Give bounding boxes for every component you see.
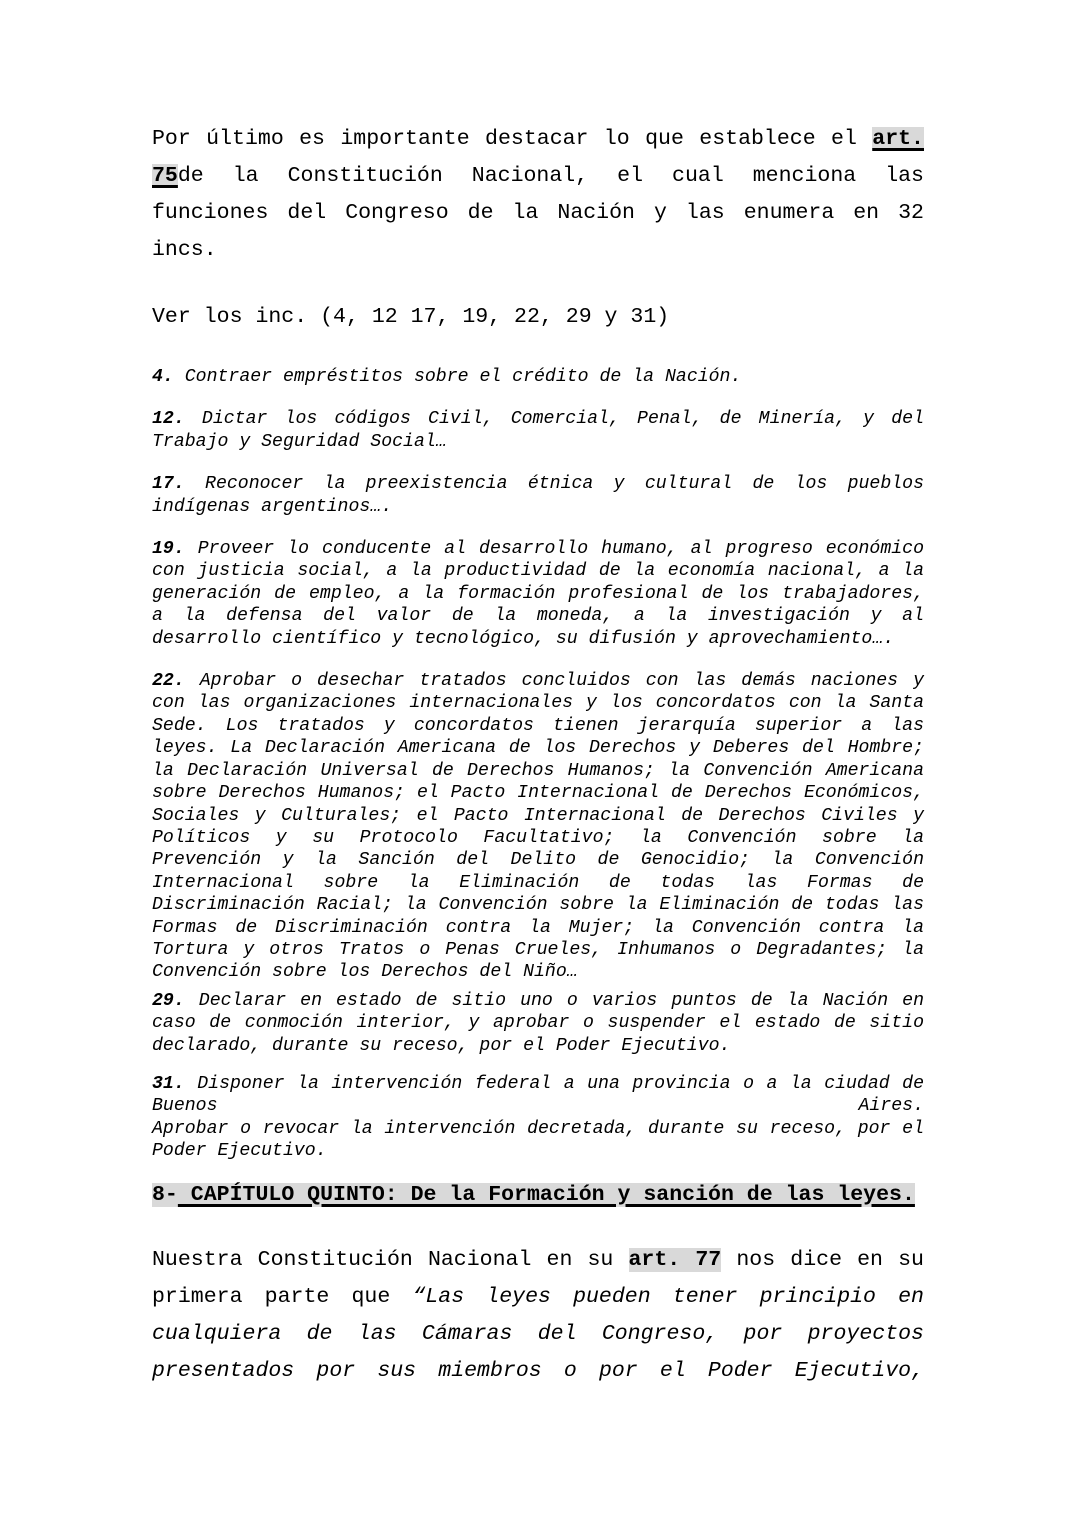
inciso-17-number: 17.: [152, 474, 185, 495]
paragraph-closing: [152, 1242, 924, 1390]
inciso-19: [152, 538, 924, 650]
inciso-31-number: 31.: [152, 1073, 185, 1094]
inciso-12: [152, 408, 924, 453]
paragraph-ver-incisos: Ver los inc. (4, 12 17, 19, 22, 29 y 31): [152, 305, 670, 329]
inciso-4: [152, 366, 924, 388]
inciso-22-number: 22.: [152, 671, 185, 692]
inciso-31-continuation: Aprobar o revocar la intervención decretada, durante su receso, por el Poder Ejecutivo.: [152, 1118, 924, 1162]
closing-quote: “Las leyes pueden tener principio en cualquiera de las Cámaras del Congreso, por proyectos presentados por sus miembros o por el Poder Ejecutivo,: [152, 1284, 924, 1383]
inciso-22-text: Aprobar o desechar tratados concluidos con las demás naciones y con las organizaciones internacionales y los concordatos con la Santa Sede. Los tratados y concordatos tienen jerarquía superior a las leyes. La Declaración Americana de los Derechos y Deberes del Hombre; la Declaración Universal de Derechos Humanos; la Convención Americana sobre Derechos Humanos; el Pacto Internacional de Derechos Económicos, Sociales y Culturales; el Pacto Internacional de Derechos Civiles y Políticos y su Protocolo Facultativo; la Convención sobre la Prevención y la Sanción del Delito de Genocidio; la Convención Internacional sobre la Eliminación de todas las Formas de Discriminación Racial; la Convención sobre la Eliminación de todas las Formas de Discriminación contra la Mujer; la Convención contra la Tortura y otros Tratos o Penas Crueles, Inhumanos o Degradantes; la Convención sobre los Derechos del Niño…: [152, 671, 924, 983]
inciso-17-text: Reconocer la preexistencia étnica y cultural de los pueblos indígenas argentinos….: [152, 474, 924, 517]
inciso-17: [152, 473, 924, 518]
chapter-heading: [152, 1177, 924, 1214]
inciso-19-text: Proveer lo conducente al desarrollo humano, al progreso económico con justicia social, a la productividad de la economía nacional, a la generación de empleo, a la formación profesional de los trabajadores, a la defensa del valor de la moneda, a la investigación y al desarrollo científico y tecnológico, su difusión y aprovechamiento….: [152, 539, 924, 649]
highlight-art-75: art. 75: [152, 127, 924, 188]
inciso-31-text: Disponer la intervención federal a una provincia o a la ciudad de Buenos Aires.: [152, 1073, 924, 1117]
paragraph-intro: [152, 121, 924, 269]
chapter-heading-title: CAPÍTULO QUINTO: De la Formación y sanción de las leyes.: [177, 1182, 915, 1207]
inciso-29-text: Declarar en estado de sitio uno o varios puntos de la Nación en caso de conmoción interior, y aprobar o suspender el estado de sitio declarado, durante su receso, por el Poder Ejecutivo.: [152, 990, 924, 1056]
inciso-19-number: 19.: [152, 539, 185, 560]
inciso-29: [152, 990, 924, 1057]
inciso-12-text: Dictar los códigos Civil, Comercial, Penal, de Minería, y del Trabajo y Seguridad Social…: [152, 409, 924, 452]
intro-text-pre: Por último es importante destacar lo que establece el: [152, 127, 873, 151]
inciso-4-number: 4.: [152, 367, 174, 387]
closing-text-mid: nos dice en su primera parte que: [152, 1247, 924, 1309]
closing-text-pre: Nuestra Constitución Nacional en su: [152, 1247, 629, 1272]
highlight-art-77: art. 77: [628, 1247, 722, 1272]
inciso-4-text: Contraer empréstitos sobre el crédito de la Nación.: [173, 367, 742, 387]
inciso-31: [152, 1073, 924, 1118]
inciso-29-number: 29.: [152, 990, 185, 1011]
inciso-22: [152, 670, 924, 984]
inciso-12-number: 12.: [152, 409, 185, 430]
intro-text-post: de la Constitución Nacional, el cual menciona las funciones del Congreso de la Nación y las enumera en 32 incs.: [152, 164, 924, 262]
chapter-heading-number: 8-: [152, 1182, 178, 1207]
